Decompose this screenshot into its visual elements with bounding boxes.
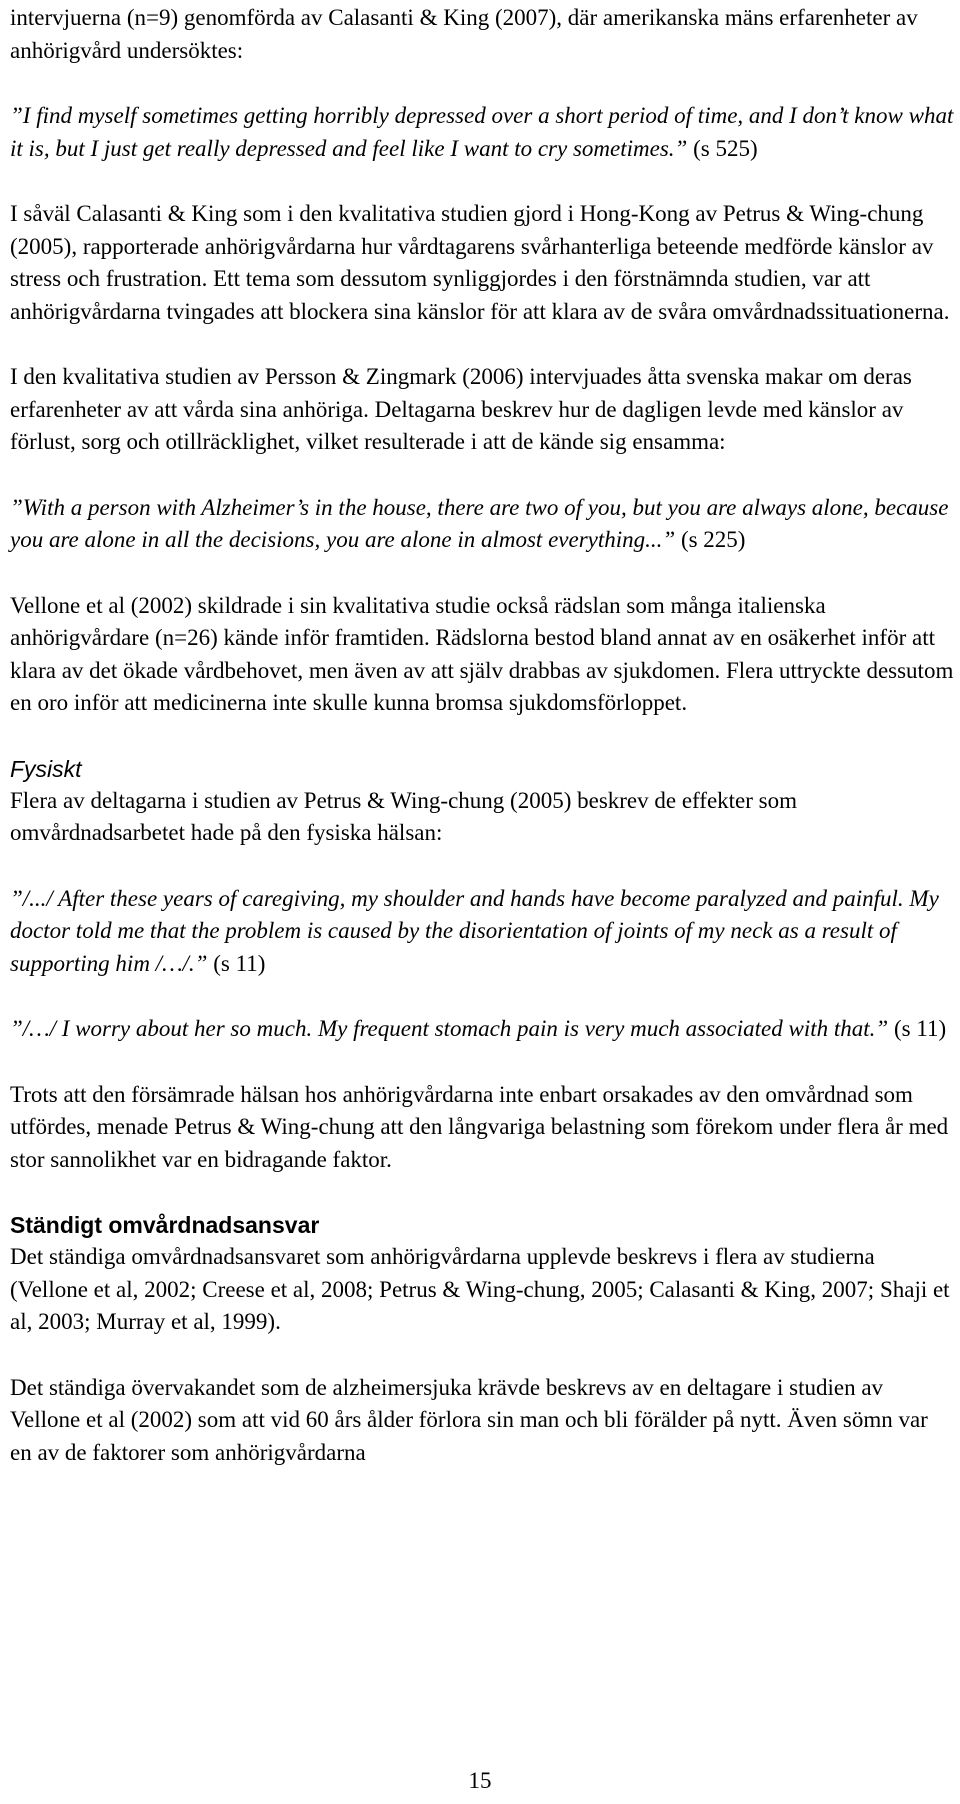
quote-text: ”/.../ After these years of caregiving, my shoulder and hands have become paralyzed and painful. My doctor told me that the problem is caused by the disorientation of joints of my neck as a result of supporting him /…/.” [10,885,939,976]
quote-text: ”With a person with Alzheimer’s in the house, there are two of you, but you are always alone, because you are alone in all the decisions, you are alone in almost everything...” [10,494,949,552]
quote-shoulder-hands [10,883,954,981]
paragraph-persson-zingmark: I den kvalitativa studien av Persson & Zingmark (2006) intervjuades åtta svenska makar om deras erfarenheter av att vårda sina anhöriga. Deltagarna beskrev hur de dagligen levde med känslor av förlust, sorg och otillräcklighet, vilket resulterade i att de kände sig ensamma: [10,364,912,454]
quote-citation: (s 525) [687,135,758,161]
quote-alzheimer-alone [10,492,954,557]
page-number: 15 [468,1768,492,1793]
paragraph-stress-frustration: I såväl Calasanti & King som i den kvalitativa studien gjord i Hong-Kong av Petrus & Wing-chung (2005), rapporterade anhörigvårdarna hur vårdtagarens svårhanterliga beteende medförde känslor av stress och frustration. Ett tema som dessutom synliggjordes i den förstnämnda studien, var att anhörigvårdarna tvingades att blockera sina känslor för att klara av de svåra omvårdnadssituationerna. [10,201,950,324]
paragraph-health-burden: Trots att den försämrade hälsan hos anhörigvårdarna inte enbart orsakades av den omvårdnad som utfördes, menade Petrus & Wing-chung att den långvariga belastning som förekom under flera år med stor sannolikhet var en bidragande faktor. [10,1081,949,1172]
quote-text: ”/…/ I worry about her so much. My frequent stomach pain is very much associated with that.” [10,1016,889,1041]
section-heading-standigt-omvardnadsansvar: Ständigt omvårdnadsansvar [10,1212,320,1238]
paragraph-constant-care: Det ständiga omvårdnadsansvaret som anhörigvårdarna upplevde beskrevs i flera av studierna (Vellone et al, 2002; Creese et al, 2008; Petrus & Wing-chung, 2005; Calasanti & King, 2007; Shaji et al, 2003; Murray et al, 1999). [10,1244,950,1334]
paragraph-vellone-fear: Vellone et al (2002) skildrade i sin kvalitativa studie också rädslan som många italienska anhörigvårdare (n=26) kände inför framtiden. Rädslorna bestod bland annat av en osäkerhet inför att klara av det ökade vårdbehovet, men även av att själv drabbas av sjukdomen. Flera uttryckte dessutom en oro inför att medicinerna inte skulle kunna bromsa sjukdomsförloppet. [10,592,954,715]
quote-stomach-pain [10,1013,954,1046]
section-heading-fysiskt: Fysiskt [10,755,82,782]
paragraph-physical-effects: Flera av deltagarna i studien av Petrus & Wing-chung (2005) beskrev de effekter som omvårdnadsarbetet hade på den fysiska hälsan: [10,787,798,845]
quote-citation: (s 11) [888,1016,947,1041]
paragraph-constant-supervision: Det ständiga övervakandet som de alzheimersjuka krävde beskrevs av en deltagare i studien av Vellone et al (2002) som att vid 60 års ålder förlora sin man och bli förälder på nytt. Även sömn var en av de faktorer som anhörigvårdarna [10,1374,928,1465]
quote-text: ”I find myself sometimes getting horribly depressed over a short period of time, and I don’t know what it is, but I just get really depressed and feel like I want to cry sometimes.” [10,103,954,161]
quote-citation: (s 11) [207,950,266,976]
paragraph-intro: intervjuerna (n=9) genomförda av Calasanti & King (2007), där amerikanska mäns erfarenheter av anhörigvård undersöktes: [10,5,918,63]
quote-citation: (s 225) [675,527,746,552]
document-page [10,0,954,1469]
quote-calasanti-king [10,100,954,165]
